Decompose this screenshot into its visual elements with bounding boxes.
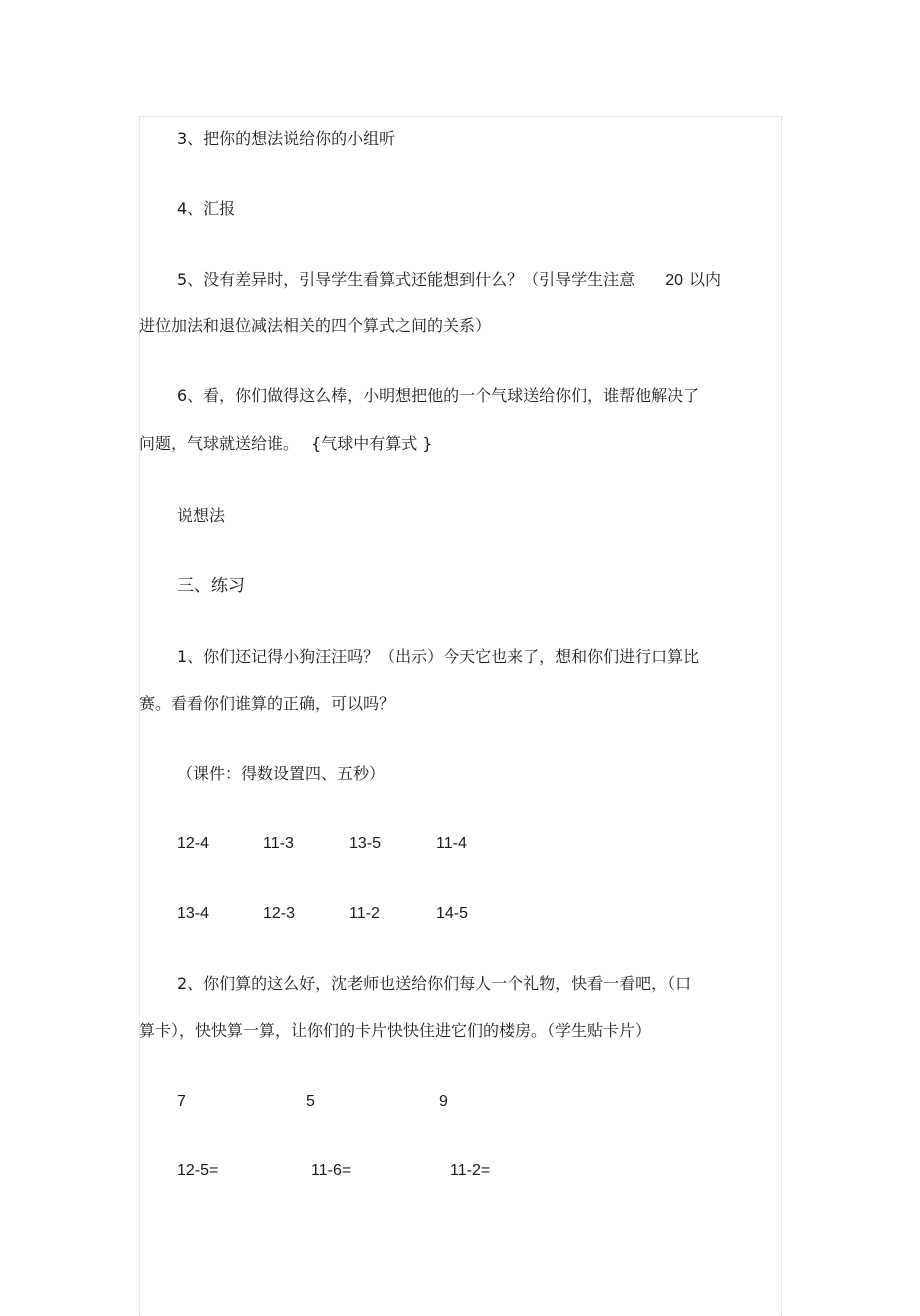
courseware-note: （课件：得数设置四、五秒） [177, 764, 386, 783]
expression-row2-4: 14-5 [436, 905, 469, 922]
expression-row2-3: 11-2 [349, 905, 380, 922]
paragraph-6-text-a: 问题，气球就送给谁。 [139, 434, 300, 453]
expression-row1-1: 12-4 [177, 835, 210, 852]
exercise-2-line-1: 2、你们算的这么好，沈老师也送给你们每人一个礼物，快看一看吧，（口 [177, 974, 692, 993]
house-number-2: 5 [306, 1093, 315, 1110]
expression-row2-2: 12-3 [263, 905, 296, 922]
expression-row1-3: 13-5 [349, 835, 382, 852]
expression-row1-2: 11-3 [263, 835, 294, 852]
expression-row1-4: 11-4 [436, 835, 467, 852]
paragraph-5-line-2: 进位加法和退位减法相关的四个算式之间的关系） [139, 316, 492, 335]
expression-row2-1: 13-4 [177, 905, 210, 922]
paragraph-5-text-a: 5、没有差异时，引导学生看算式还能想到什么？（引导学生注意 [177, 270, 636, 289]
paragraph-5-text-b: 以内 [688, 270, 721, 289]
house-number-1: 7 [177, 1093, 186, 1110]
card-expression-3: 11-2= [450, 1162, 491, 1179]
say-ideas: 说想法 [177, 506, 226, 525]
exercise-2-line-2: 算卡），快快算一算，让你们的卡片快快住进它们的楼房。（学生贴卡片） [139, 1021, 652, 1040]
paragraph-5-number: 20 [665, 272, 683, 289]
card-expression-2: 11-6= [311, 1162, 352, 1179]
exercise-1-line-2: 赛。看看你们谁算的正确，可以吗？ [139, 694, 396, 713]
card-expression-1: 12-5= [177, 1162, 219, 1179]
section-heading-practice: 三、练习 [177, 576, 245, 596]
house-number-3: 9 [439, 1093, 448, 1110]
paragraph-6-line-1: 6、看，你们做得这么棒，小明想把他的一个气球送给你们，谁帮他解决了 [177, 386, 700, 405]
paragraph-6-text-b: {气球中有算式 } [311, 434, 433, 453]
paragraph-5-line-1 [177, 270, 721, 291]
paragraph-3: 3、把你的想法说给你的小组听 [177, 129, 396, 148]
paragraph-4: 4、汇报 [177, 199, 236, 218]
paragraph-6-line-2 [139, 434, 432, 454]
page-frame [139, 116, 782, 1316]
exercise-1-line-1: 1、你们还记得小狗汪汪吗？（出示）今天它也来了，想和你们进行口算比 [177, 647, 700, 666]
